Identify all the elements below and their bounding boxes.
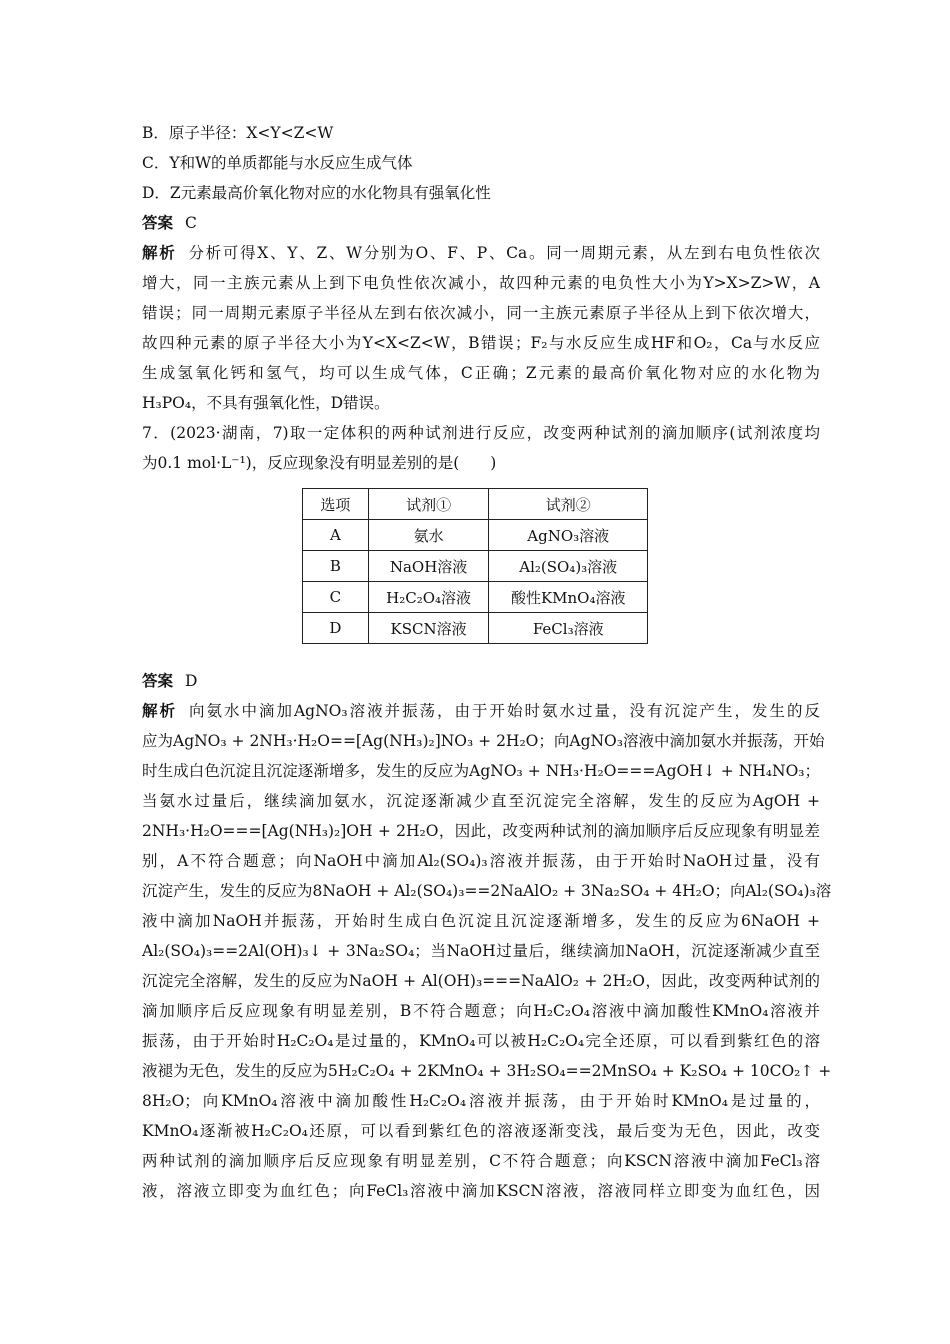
table-cell: H₂C₂O₄溶液 (368, 582, 489, 613)
q6-analysis-line: 增大，同一主族元素从上到下电负性依次减小，故四种元素的电负性大小为Y>X>Z>W，A (142, 274, 820, 292)
table-cell: NaOH溶液 (368, 551, 489, 582)
q6-analysis-line: 解析 分析可得X、Y、Z、W分别为O、F、P、Ca。同一周期元素，从左到右电负性依次 (142, 243, 820, 262)
q7-stem-line: 7．(2023·湖南，7)取一定体积的两种试剂进行反应，改变两种试剂的滴加顺序(试剂浓度均 (142, 424, 820, 442)
q7-analysis-line: 当氨水过量后，继续滴加氨水，沉淀逐渐减少直至沉淀完全溶解，发生的反应为AgOH + (142, 792, 820, 810)
q7-stem-line: 为0.1 mol·L⁻¹)，反应现象没有明显差别的是( ) (142, 454, 497, 472)
analysis-label: 解析 (142, 701, 177, 720)
table-cell: AgNO₃溶液 (489, 520, 648, 551)
q7-analysis-line: 液褪为无色，发生的反应为5H₂C₂O₄ + 2KMnO₄ + 3H₂SO₄==2MnSO₄ + K₂SO₄ + 10CO₂↑ + (142, 1062, 832, 1080)
table-header-cell: 试剂① (368, 489, 489, 520)
analysis-label: 解析 (142, 243, 177, 262)
table-cell: Al₂(SO₄)₃溶液 (489, 551, 648, 582)
q7-analysis-line: 别，A不符合题意；向NaOH中滴加Al₂(SO₄)₃溶液并振荡，由于开始时NaOH过量，没有 (142, 852, 820, 870)
reagent-table (302, 488, 648, 644)
answer-value: C (185, 214, 197, 232)
table-cell: KSCN溶液 (368, 613, 489, 644)
q7-analysis-line: 2NH₃·H₂O===[Ag(NH₃)₂]OH + 2H₂O，因此，改变两种试剂的滴加顺序后反应现象有明显差 (142, 822, 820, 840)
q6-analysis-line: 错误；同一周期元素原子半径从左到右依次减小，同一主族元素原子半径从上到下依次增大， (142, 304, 820, 322)
q6-answer (142, 208, 820, 238)
q7-analysis-line: KMnO₄逐渐被H₂C₂O₄还原，可以看到紫红色的溶液逐渐变浅，最后变为无色，因此，改变 (142, 1122, 820, 1140)
q7-analysis-line: 两种试剂的滴加顺序后反应现象有明显差别，C不符合题意；向KSCN溶液中滴加FeCl₃溶 (142, 1152, 820, 1170)
q7-analysis-line: 液，溶液立即变为血红色；向FeCl₃溶液中滴加KSCN溶液，溶液同样立即变为血红色，因 (142, 1182, 820, 1200)
table-row (303, 520, 648, 551)
table-header-cell: 选项 (303, 489, 369, 520)
table-cell: D (303, 613, 369, 644)
table-row (303, 582, 648, 613)
q7-analysis-line: 8H₂O；向KMnO₄溶液中滴加酸性H₂C₂O₄溶液并振荡，由于开始时KMnO₄是过量的， (142, 1092, 820, 1110)
q7-analysis-line: 滴加顺序后反应现象有明显差别，B不符合题意；向H₂C₂O₄溶液中滴加酸性KMnO₄溶液并 (142, 1002, 820, 1020)
option-d: D．Z元素最高价氧化物对应的水化物具有强氧化性 (142, 184, 491, 202)
table-cell: FeCl₃溶液 (489, 613, 648, 644)
option-c: C．Y和W的单质都能与水反应生成气体 (142, 154, 413, 172)
table-cell: 酸性KMnO₄溶液 (489, 582, 648, 613)
table-row (303, 613, 648, 644)
table-header-row (303, 489, 648, 520)
q7-analysis-line: 振荡，由于开始时H₂C₂O₄是过量的，KMnO₄可以被H₂C₂O₄完全还原，可以看到紫红色的溶 (142, 1032, 820, 1050)
q7-analysis-line: 液中滴加NaOH并振荡，开始时生成白色沉淀且沉淀逐渐增多，发生的反应为6NaOH + (142, 912, 820, 930)
table-cell: 氨水 (368, 520, 489, 551)
table-header-cell: 试剂② (489, 489, 648, 520)
answer-label: 答案 (142, 671, 174, 690)
q6-analysis-line: H₃PO₄，不具有强氧化性，D错误。 (142, 394, 390, 412)
q6-analysis-line: 故四种元素的原子半径大小为Y<X<Z<W，B错误；F₂与水反应生成HF和O₂，Ca与水反应 (142, 334, 820, 352)
table-cell: C (303, 582, 369, 613)
q7-analysis-line: 时生成白色沉淀且沉淀逐渐增多，发生的反应为AgNO₃ + NH₃·H₂O===AgOH↓ + NH₄NO₃； (142, 762, 820, 780)
q7-analysis-line: 沉淀产生，发生的反应为8NaOH + Al₂(SO₄)₃==2NaAlO₂ + 3Na₂SO₄ + 4H₂O；向Al₂(SO₄)₃溶 (142, 882, 832, 900)
document-page (142, 118, 820, 478)
q7-answer-section (142, 666, 832, 1206)
answer-label: 答案 (142, 213, 174, 232)
q7-analysis-line: Al₂(SO₄)₃==2Al(OH)₃↓ + 3Na₂SO₄；当NaOH过量后，继续滴加NaOH，沉淀逐渐减少直至 (142, 942, 820, 960)
table-cell: A (303, 520, 369, 551)
q7-analysis-line: 解析 向氨水中滴加AgNO₃溶液并振荡，由于开始时氨水过量，没有沉淀产生，发生的反 (142, 701, 820, 720)
answer-value: D (185, 672, 198, 690)
q7-analysis-line: 应为AgNO₃ + 2NH₃·H₂O==[Ag(NH₃)₂]NO₃ + 2H₂O；向AgNO₃溶液中滴加氨水并振荡，开始 (142, 732, 825, 750)
q7-answer (142, 666, 820, 696)
table-row (303, 551, 648, 582)
q6-analysis-line: 生成氢氧化钙和氢气，均可以生成气体，C正确；Z元素的最高价氧化物对应的水化物为 (142, 364, 820, 382)
q7-analysis-line: 沉淀完全溶解，发生的反应为NaOH + Al(OH)₃===NaAlO₂ + 2H₂O，因此，改变两种试剂的 (142, 972, 820, 990)
table-cell: B (303, 551, 369, 582)
option-b: B．原子半径：X<Y<Z<W (142, 124, 334, 142)
